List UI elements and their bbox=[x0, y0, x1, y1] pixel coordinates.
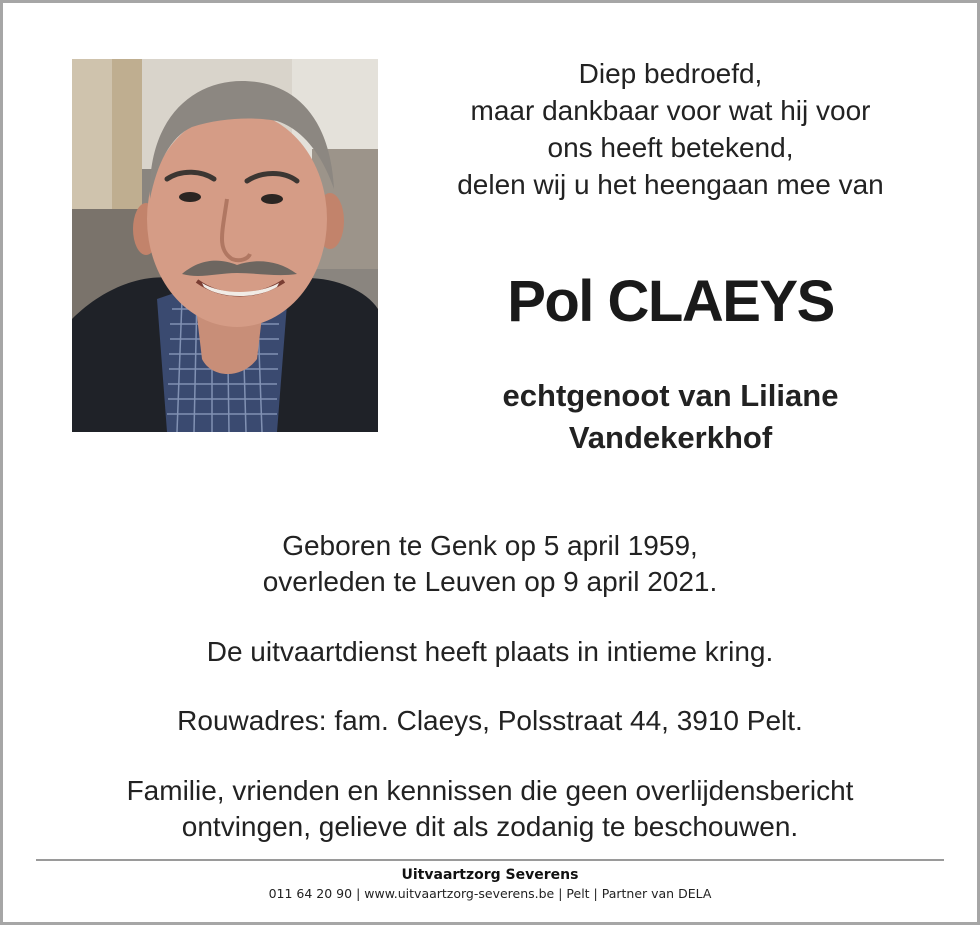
footer-divider bbox=[36, 859, 944, 861]
intro-text bbox=[408, 55, 933, 203]
spouse-line: Vandekerkhof bbox=[568, 420, 773, 455]
service-text bbox=[3, 634, 977, 670]
intro-line: delen wij u het heengaan mee van bbox=[457, 169, 884, 200]
birth-death-text bbox=[3, 528, 977, 600]
portrait-photo bbox=[72, 59, 378, 432]
service-line: De uitvaartdienst heeft plaats in intieme kring. bbox=[206, 636, 774, 667]
funeral-company-info: 011 64 20 90 | www.uitvaartzorg-severens.be | Pelt | Partner van DELA bbox=[268, 886, 712, 901]
spouse-text bbox=[408, 375, 933, 459]
intro-line: Diep bedroefd, bbox=[578, 58, 763, 89]
funeral-company-name: Uitvaartzorg Severens bbox=[401, 867, 579, 883]
intro-line: ons heeft betekend, bbox=[547, 132, 794, 163]
birth-line: Geboren te Genk op 5 april 1959, bbox=[282, 530, 698, 561]
closing-text bbox=[3, 773, 977, 845]
closing-line: Familie, vrienden en kennissen die geen overlijdensbericht bbox=[126, 775, 854, 806]
closing-line: ontvingen, gelieve dit als zodanig te beschouwen. bbox=[181, 811, 799, 842]
spouse-line: echtgenoot van Liliane bbox=[502, 378, 839, 413]
address-text bbox=[3, 703, 977, 739]
intro-line: maar dankbaar voor wat hij voor bbox=[470, 95, 871, 126]
deceased-name: Pol CLAEYS bbox=[507, 269, 834, 334]
address-line: Rouwadres: fam. Claeys, Polsstraat 44, 3910 Pelt. bbox=[177, 705, 803, 736]
death-line: overleden te Leuven op 9 april 2021. bbox=[262, 566, 718, 597]
